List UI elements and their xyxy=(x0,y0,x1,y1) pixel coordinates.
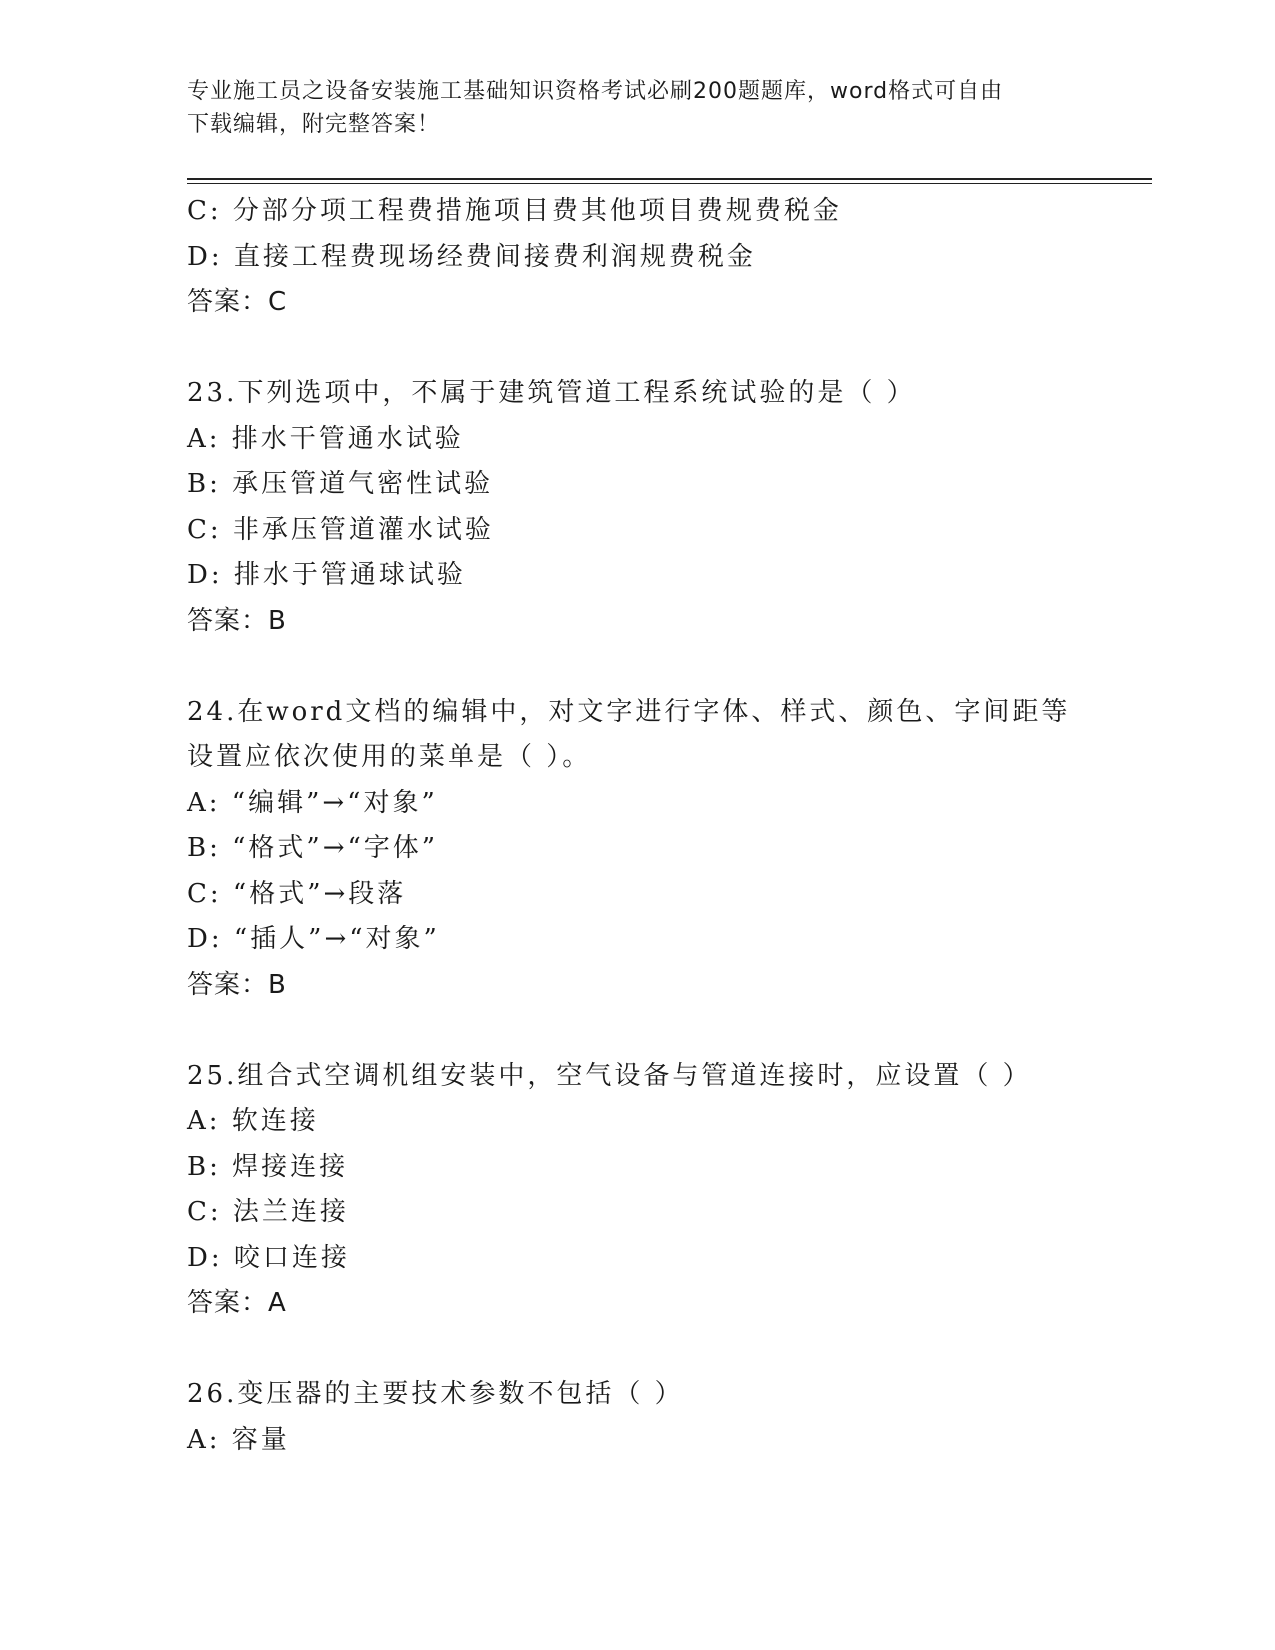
option-b: B: 承压管道气密性试验 xyxy=(187,469,494,499)
spacer xyxy=(187,1327,1152,1373)
question-26 xyxy=(187,1372,1152,1463)
option-b: B: “格式”→“字体” xyxy=(187,833,439,863)
question-25 xyxy=(187,1054,1152,1327)
question-text: 24.在word文档的编辑中，对文字进行字体、样式、颜色、字间距等 xyxy=(187,696,1071,727)
question-text: 25.组合式空调机组安装中，空气设备与管道连接时，应设置（ ） xyxy=(187,1060,1032,1091)
option-d: D: 排水于管通球试验 xyxy=(187,560,466,590)
question-23 xyxy=(187,371,1152,644)
question-text: 23.下列选项中，不属于建筑管道工程系统试验的是（ ） xyxy=(187,378,916,408)
option-d: D: 咬口连接 xyxy=(187,1242,350,1273)
option-c: C: 法兰连接 xyxy=(187,1197,349,1227)
question-24 xyxy=(187,690,1152,1009)
option-d: D: “插人”→“对象” xyxy=(187,924,440,954)
option-b: B: 焊接连接 xyxy=(187,1151,349,1182)
option-a: A: 排水干管通水试验 xyxy=(187,423,464,454)
option-a: A: 软连接 xyxy=(187,1106,319,1136)
question-content xyxy=(187,189,1152,1463)
spacer xyxy=(187,1008,1152,1054)
option-c: C: 分部分项工程费措施项目费其他项目费规费税金 xyxy=(187,196,842,226)
header-rule-thick xyxy=(187,178,1152,180)
previous-question-tail xyxy=(187,189,1152,326)
answer-line: 答案：A xyxy=(187,1288,287,1318)
answer-line: 答案：C xyxy=(187,287,288,317)
question-text: 26.变压器的主要技术参数不包括（ ） xyxy=(187,1379,684,1409)
option-a: A: 容量 xyxy=(187,1424,290,1455)
header-line-1: 专业施工员之设备安装施工基础知识资格考试必刷200题题库，word格式可自由 xyxy=(187,79,1004,104)
option-a: A: “编辑”→“对象” xyxy=(187,787,438,818)
option-c: C: “格式”→段落 xyxy=(187,878,407,909)
spacer xyxy=(187,644,1152,690)
document-header xyxy=(187,75,1067,141)
question-text-continued: 设置应依次使用的菜单是（ ）。 xyxy=(187,742,592,772)
header-rule-thin xyxy=(187,183,1152,184)
option-d: D: 直接工程费现场经费间接费利润规费税金 xyxy=(187,241,756,272)
header-line-2: 下载编辑，附完整答案！ xyxy=(187,112,441,137)
answer-line: 答案：B xyxy=(187,969,287,1000)
answer-line: 答案：B xyxy=(187,605,287,636)
option-c: C: 非承压管道灌水试验 xyxy=(187,514,494,545)
spacer xyxy=(187,326,1152,372)
